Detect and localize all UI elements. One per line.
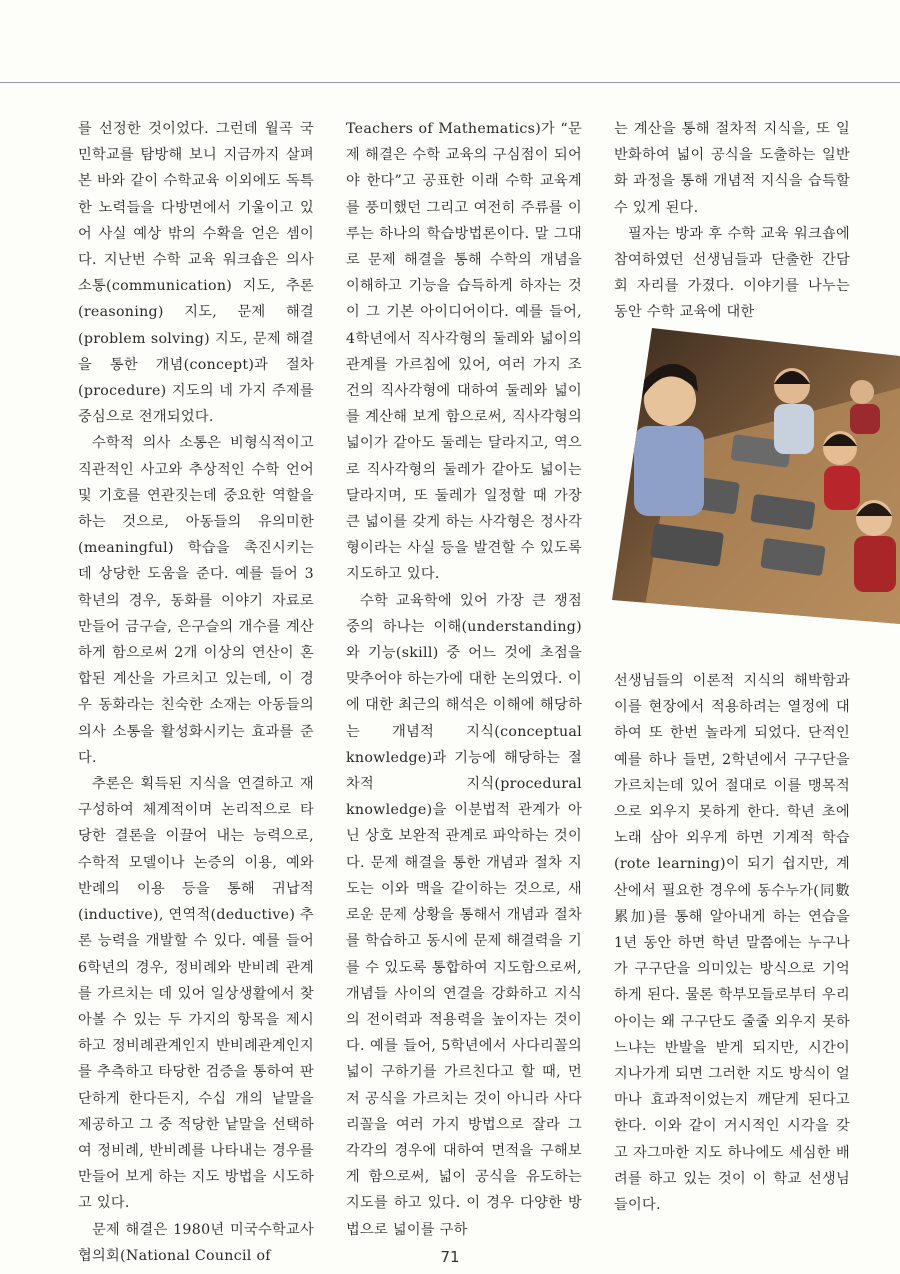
text-column-2 xyxy=(346,116,582,1243)
paragraph: 수학 교육학에 있어 가장 큰 쟁점 중의 하나는 이해(understanding)와 기능(skill) 중 어느 것에 초점을 맞추어야 하는가에 대한 논의였다. 이에 대한 최근의 해석은 이해에 해당하는 개념적 지식(conceptual knowledge)과 기능에 해당하는 절차적 지식(procedural knowledge)을 이분법적 관계가 아닌 상호 보완적 관계로 파악하는 것이다. 문제 해결을 통한 개념과 절차 지도는 이와 맥을 같이하는 것으로, 새로운 문제 상황을 통해서 개념과 절차를 학습하고 동시에 문제 해결력을 기를 수 있도록 통합하여 지도함으로써, 개념들 사이의 연결을 강화하고 지식의 전이력과 적용력을 높이자는 것이다. 예를 들어, 5학년에서 사다리꼴의 넓이 구하기를 가르친다고 할 때, 먼저 공식을 가르치는 것이 아니라 사다리꼴을 여러 가지 방법으로 잘라 그 각각의 경우에 대하여 면적을 구해보게 함으로써, 넓이 공식을 유도하는 지도를 하고 있다. 이 경우 다양한 방법으로 넓이를 구하 xyxy=(346,592,582,1238)
text-column-3-top xyxy=(614,116,850,326)
photo-illustration xyxy=(612,328,900,624)
text-column-3-bottom xyxy=(614,668,850,1218)
paragraph: 필자는 방과 후 수학 교육 워크숍에 참여하였던 선생님들과 단출한 간담회 자리를 가졌다. 이야기를 나누는 동안 수학 교육에 대한 xyxy=(614,225,850,321)
paragraph: 선생님들의 이론적 지식의 해박함과 이를 현장에서 적용하려는 열정에 대하여 또 한번 놀라게 되었다. 단적인 예를 하나 들면, 2학년에서 구구단을 가르치는데 있어 절대로 이를 맹목적으로 외우지 못하게 한다. 학년 초에 노래 삼아 외우게 하면 기계적 학습(rote learning)이 되기 쉽지만, 계산에서 필요한 경우에 동수누가(同數累加)를 통해 알아내게 하는 연습을 1년 동안 하면 학년 말쯤에는 누구나가 구구단을 의미있는 방식으로 기억하게 된다. 물론 학부모들로부터 우리 아이는 왜 구구단도 줄줄 외우지 못하느냐는 반발을 받게 되지만, 시간이 지나가게 되면 그러한 지도 방식이 얼마나 효과적이었는지 깨닫게 된다고 한다. 이와 같이 거시적인 시각을 갖고 자그마한 지도 하나에도 세심한 배려를 하고 있는 것이 이 학교 선생님들이다. xyxy=(614,673,850,1214)
text-column-1 xyxy=(78,116,314,1269)
header-rule xyxy=(0,82,900,83)
paragraph: 를 선정한 것이었다. 그런데 월곡 국민학교를 탐방해 보니 지금까지 살펴본 바와 같이 수학교육 이외에도 독특한 노력들을 다방면에서 기울이고 있어 사실 예상 밖의 수확을 얻은 셈이다. 지난번 수학 교육 워크숍은 의사 소통(communication) 지도, 추론(reasoning) 지도, 문제 해결(problem solving) 지도, 문제 해결을 통한 개념(concept)과 절차(procedure) 지도의 네 가지 주제를 중심으로 전개되었다. xyxy=(78,121,314,426)
classroom-lunch-photo xyxy=(612,328,900,624)
paragraph: 는 계산을 통해 절차적 지식을, 또 일반화하여 넓이 공식을 도출하는 일반화 과정을 통해 개념적 지식을 습득할 수 있게 된다. xyxy=(614,121,850,216)
paragraph: 수학적 의사 소통은 비형식적이고 직관적인 사고와 추상적인 수학 언어 및 기호를 연관짓는데 중요한 역할을 하는 것으로, 아동들의 유의미한(meaningful) 학습을 촉진시키는 데 상당한 도움을 준다. 예를 들어 3학년의 경우, 동화를 이야기 자료로 만들어 금구슬, 은구슬의 개수를 계산하게 함으로써 2개 이상의 연산이 혼합된 계산을 가르치고 있는데, 이 경우 동화라는 친숙한 소재는 아동들의 의사 소통을 활성화시키는 효과를 준다. xyxy=(78,435,314,766)
page-number: 71 xyxy=(440,1248,460,1266)
paragraph: 추론은 획득된 지식을 연결하고 재구성하여 체계적이며 논리적으로 타당한 결론을 이끌어 내는 능력으로, 수학적 모델이나 논증의 이용, 예와 반례의 이용 등을 통해 귀납적(inductive), 연역적(deductive) 추론 능력을 개발할 수 있다. 예를 들어 6학년의 경우, 정비례와 반비례 관계를 가르치는 데 있어 일상생활에서 찾아볼 수 있는 두 가지의 항목을 제시하고 정비례관계인지 반비례관계인지를 추측하고 타당한 검증을 통하여 판단하게 한다든지, 수십 개의 낱말을 제공하고 그 중 적당한 낱말을 선택하여 정비례, 반비례를 나타내는 경우를 만들어 보게 하는 지도 방법을 시도하고 있다. xyxy=(78,776,314,1212)
paragraph: Teachers of Mathematics)가 “문제 해결은 수학 교육의 구심점이 되어야 한다”고 공표한 이래 수학 교육계를 풍미했던 그리고 여전히 주류를 이루는 하나의 학습방법론이다. 말 그대로 문제 해결을 통해 수학의 개념을 이해하고 기능을 습득하게 하자는 것이 그 기본 아이디어이다. 예를 들어, 4학년에서 직사각형의 둘레와 넓이의 관계를 가르침에 있어, 여러 가지 조건의 직사각형에 대하여 둘레와 넓이를 계산해 보게 함으로써, 직사각형의 넓이가 같아도 둘레는 달라지고, 역으로 직사각형의 둘레가 같아도 넓이는 달라지며, 또 둘레가 일정할 때 가장 큰 넓이를 갖게 하는 사각형은 정사각형이라는 사실 등을 발견할 수 있도록 지도하고 있다. xyxy=(346,121,582,583)
paragraph: 문제 해결은 1980년 미국수학교사협의회(National Council of xyxy=(78,1221,314,1264)
